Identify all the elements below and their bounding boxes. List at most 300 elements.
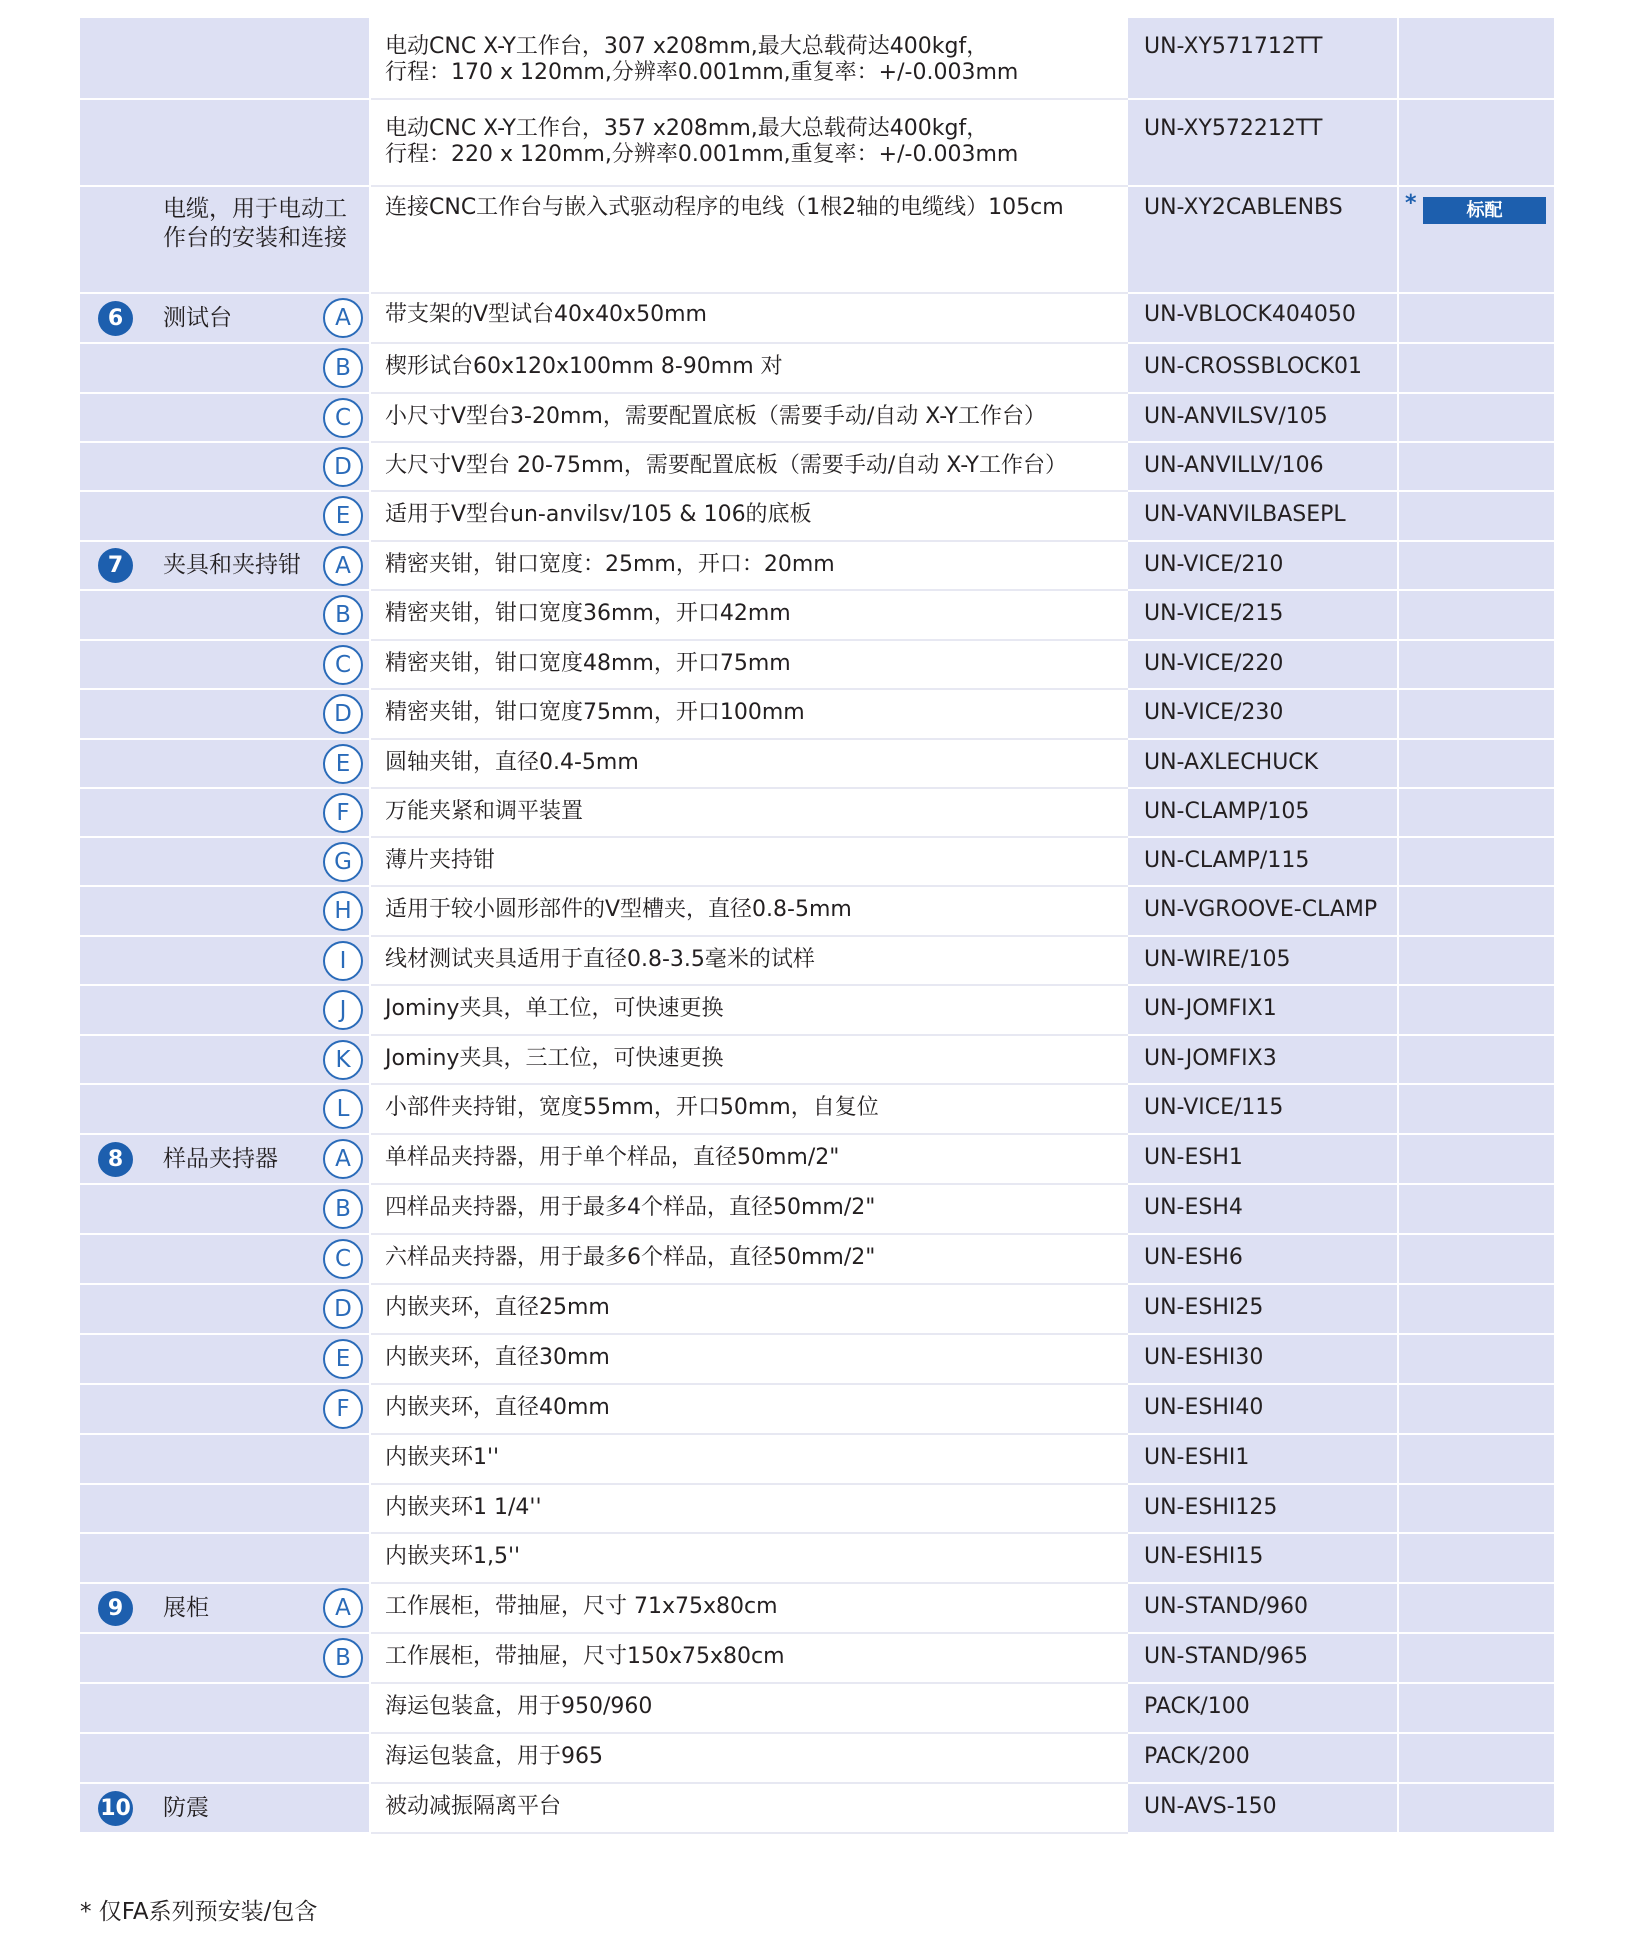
product-code-cell-inner (1128, 937, 1397, 984)
product-code-cell-inner (1128, 1784, 1397, 1832)
section-number-cell-inner (80, 1734, 147, 1782)
product-code-cell (1127, 1683, 1398, 1733)
section-number-cell (80, 541, 147, 590)
product-code: UN-VICE/220 (1144, 651, 1284, 676)
category-cell-inner (147, 937, 369, 984)
item-description: 内嵌夹环1'' (385, 1445, 500, 1470)
category-cell-inner (147, 1335, 369, 1383)
description-cell (370, 886, 1127, 936)
product-code: UN-VICE/115 (1144, 1095, 1284, 1120)
category-cell-inner (147, 1185, 369, 1233)
product-code: UN-ANVILSV/105 (1144, 404, 1328, 429)
note-cell (1398, 1284, 1554, 1334)
note-cell (1398, 1234, 1554, 1284)
description-cell-inner (371, 18, 1126, 98)
note-cell-inner (1399, 1135, 1554, 1183)
product-code: UN-AXLECHUCK (1144, 750, 1319, 775)
section-number-badge: 10 (98, 1791, 133, 1826)
section-number-cell (80, 837, 147, 886)
description-cell-inner (371, 1036, 1126, 1083)
description-cell (370, 788, 1127, 837)
section-number-cell-inner (80, 740, 147, 787)
item-letter-icon: L (323, 1089, 363, 1129)
table-row (80, 491, 1554, 541)
product-code-cell-inner (1128, 1036, 1397, 1083)
category-cell (147, 689, 370, 739)
section-number-badge: 7 (98, 548, 133, 583)
item-description: 小尺寸V型台3-20mm，需要配置底板（需要手动/自动 X-Y工作台） (385, 404, 1046, 429)
description-cell (370, 1783, 1127, 1833)
category-cell (147, 1533, 370, 1583)
product-code-cell (1127, 99, 1398, 186)
note-cell-inner (1399, 1485, 1554, 1532)
description-cell-inner (371, 187, 1126, 292)
category-cell (147, 99, 370, 186)
product-code-cell-inner (1128, 1584, 1397, 1632)
note-cell (1398, 788, 1554, 837)
category-cell (147, 886, 370, 936)
description-cell-inner (371, 1235, 1126, 1283)
note-cell-inner (1399, 1684, 1554, 1732)
product-table-body (80, 18, 1554, 1833)
section-number-cell-inner (80, 492, 147, 540)
table-row (80, 590, 1554, 640)
description-cell-inner (371, 1534, 1126, 1582)
description-cell-inner (371, 591, 1126, 639)
item-letter-icon: B (323, 1638, 363, 1678)
item-description: 电动CNC X-Y工作台，357 x208mm,最大总载荷达400kgf， 行程：220 x 120mm,分辨率0.001mm,重复率：+/-0.003mm (385, 116, 1019, 167)
item-description: 精密夹钳，钳口宽度75mm，开口100mm (385, 700, 805, 725)
product-code: UN-ESHI25 (1144, 1295, 1264, 1320)
category-cell-inner (147, 443, 369, 490)
section-number-cell-inner (80, 1584, 147, 1632)
category-cell-inner (147, 1285, 369, 1333)
note-cell-inner (1399, 344, 1554, 392)
note-cell-inner (1399, 1534, 1554, 1582)
section-number-cell (80, 1234, 147, 1284)
note-cell (1398, 1434, 1554, 1484)
product-code: UN-XY572212TT (1144, 116, 1323, 141)
item-description: 精密夹钳，钳口宽度36mm，开口42mm (385, 601, 791, 626)
description-cell (370, 343, 1127, 393)
section-number-cell (80, 1035, 147, 1084)
section-number-cell-inner (80, 100, 147, 185)
product-code: UN-JOMFIX1 (1144, 996, 1277, 1021)
note-cell-inner (1399, 838, 1554, 885)
product-code: UN-VICE/215 (1144, 601, 1284, 626)
table-row (80, 936, 1554, 985)
product-code: UN-VBLOCK404050 (1144, 302, 1356, 327)
category-cell (147, 1384, 370, 1434)
category-cell-inner (147, 740, 369, 787)
section-number-cell (80, 1384, 147, 1434)
section-number-cell-inner (80, 986, 147, 1034)
item-description: 内嵌夹环，直径30mm (385, 1345, 610, 1370)
product-code-cell (1127, 1434, 1398, 1484)
table-row (80, 1434, 1554, 1484)
product-code: UN-CLAMP/105 (1144, 799, 1310, 824)
description-cell-inner (371, 100, 1126, 185)
product-code-cell (1127, 1733, 1398, 1783)
item-letter-icon: J (323, 990, 363, 1030)
table-row (80, 1084, 1554, 1134)
note-cell-inner (1399, 591, 1554, 639)
item-letter-icon: B (323, 595, 363, 635)
section-number-cell (80, 590, 147, 640)
description-cell-inner (371, 1634, 1126, 1682)
product-code-cell (1127, 1234, 1398, 1284)
note-cell (1398, 541, 1554, 590)
item-description: Jominy夹具，三工位，可快速更换 (385, 1046, 724, 1071)
product-code-cell (1127, 1134, 1398, 1184)
description-cell (370, 936, 1127, 985)
description-cell (370, 393, 1127, 442)
asterisk-icon: * (1405, 191, 1417, 216)
note-cell-inner (1399, 100, 1554, 185)
item-letter-icon: A (323, 298, 363, 338)
section-number-cell-inner (80, 18, 147, 98)
product-code-cell (1127, 1184, 1398, 1234)
product-code-cell-inner (1128, 1435, 1397, 1483)
product-code-cell (1127, 886, 1398, 936)
product-code: UN-JOMFIX3 (1144, 1046, 1277, 1071)
description-cell-inner (371, 1285, 1126, 1333)
section-number-cell (80, 886, 147, 936)
note-cell-inner (1399, 1734, 1554, 1782)
section-number-cell (80, 739, 147, 788)
description-cell (370, 1035, 1127, 1084)
product-code-cell (1127, 739, 1398, 788)
note-cell-inner (1399, 641, 1554, 688)
note-cell (1398, 393, 1554, 442)
description-cell (370, 1184, 1127, 1234)
product-code-cell-inner (1128, 986, 1397, 1034)
note-cell-inner (1399, 394, 1554, 441)
product-code-cell-inner (1128, 1534, 1397, 1582)
note-cell-inner (1399, 690, 1554, 738)
category-cell (147, 1284, 370, 1334)
section-number-cell-inner (80, 937, 147, 984)
product-code-cell (1127, 1783, 1398, 1833)
item-description: 适用于较小圆形部件的V型槽夹，直径0.8-5mm (385, 897, 852, 922)
product-code-cell-inner (1128, 740, 1397, 787)
product-code: UN-ANVILLV/106 (1144, 453, 1324, 478)
item-letter-icon: D (323, 447, 363, 487)
category-cell-inner (147, 1534, 369, 1582)
note-cell (1398, 1783, 1554, 1833)
section-number-cell-inner (80, 344, 147, 392)
table-row (80, 393, 1554, 442)
category-cell (147, 640, 370, 689)
section-number-cell-inner (80, 1185, 147, 1233)
table-row (80, 1035, 1554, 1084)
product-code: UN-ESHI40 (1144, 1395, 1264, 1420)
description-cell (370, 1434, 1127, 1484)
category-cell (147, 1633, 370, 1683)
item-description: 被动减振隔离平台 (385, 1794, 562, 1819)
product-code-cell-inner (1128, 394, 1397, 441)
item-letter-icon: F (323, 1389, 363, 1429)
category-cell-inner (147, 492, 369, 540)
product-code: UN-CLAMP/115 (1144, 848, 1310, 873)
note-cell (1398, 689, 1554, 739)
product-code-cell (1127, 1284, 1398, 1334)
category-cell-inner (147, 294, 369, 342)
section-number-cell-inner (80, 542, 147, 589)
note-cell-inner (1399, 740, 1554, 787)
table-row (80, 442, 1554, 491)
product-code: UN-ESHI15 (1144, 1544, 1264, 1569)
item-description: 连接CNC工作台与嵌入式驱动程序的电线（1根2轴的电缆线）105cm (385, 195, 1064, 220)
product-code: UN-ESHI125 (1144, 1495, 1278, 1520)
item-letter-icon: A (323, 1588, 363, 1628)
category-label: 样品夹持器 (163, 1146, 278, 1172)
note-cell (1398, 1134, 1554, 1184)
note-cell (1398, 1633, 1554, 1683)
section-number-cell (80, 640, 147, 689)
section-number-cell (80, 1284, 147, 1334)
section-number-cell-inner (80, 1684, 147, 1732)
section-number-cell (80, 1683, 147, 1733)
product-code: UN-VGROOVE-CLAMP (1144, 897, 1378, 922)
section-number-cell-inner (80, 443, 147, 490)
category-cell (147, 590, 370, 640)
description-cell (370, 1084, 1127, 1134)
section-number-cell-inner (80, 1634, 147, 1682)
description-cell-inner (371, 887, 1126, 935)
description-cell-inner (371, 492, 1126, 540)
item-letter-icon: A (323, 1139, 363, 1179)
product-code-cell-inner (1128, 187, 1397, 292)
table-row (80, 18, 1554, 99)
category-cell-inner (147, 1085, 369, 1133)
section-number-cell (80, 689, 147, 739)
table-row (80, 1334, 1554, 1384)
section-number-cell-inner (80, 1285, 147, 1333)
section-number-cell-inner (80, 838, 147, 885)
table-row (80, 1134, 1554, 1184)
item-letter-icon: K (323, 1040, 363, 1080)
product-code-cell (1127, 689, 1398, 739)
note-cell (1398, 1683, 1554, 1733)
product-code: UN-ESH1 (1144, 1145, 1243, 1170)
table-row (80, 186, 1554, 293)
note-cell-inner (1399, 789, 1554, 836)
product-table (80, 18, 1554, 1834)
product-code-cell-inner (1128, 641, 1397, 688)
item-description: 小部件夹持钳，宽度55mm，开口50mm，自复位 (385, 1095, 879, 1120)
product-code-cell-inner (1128, 344, 1397, 392)
table-row (80, 1384, 1554, 1434)
product-code-cell-inner (1128, 887, 1397, 935)
note-cell-inner (1399, 937, 1554, 984)
description-cell (370, 1633, 1127, 1683)
description-cell (370, 18, 1127, 99)
description-cell-inner (371, 690, 1126, 738)
product-code-cell (1127, 1035, 1398, 1084)
note-cell-inner (1399, 187, 1554, 292)
product-code-cell-inner (1128, 1135, 1397, 1183)
table-row (80, 1583, 1554, 1633)
note-cell-inner (1399, 1036, 1554, 1083)
description-cell (370, 186, 1127, 293)
note-cell-inner (1399, 1385, 1554, 1433)
description-cell-inner (371, 1734, 1126, 1782)
description-cell-inner (371, 1485, 1126, 1532)
table-row (80, 343, 1554, 393)
table-row (80, 837, 1554, 886)
note-cell (1398, 1334, 1554, 1384)
item-description: 内嵌夹环，直径25mm (385, 1295, 610, 1320)
item-letter-icon: B (323, 1189, 363, 1229)
table-row (80, 1683, 1554, 1733)
item-description: 工作展柜，带抽屉，尺寸150x75x80cm (385, 1644, 785, 1669)
product-code-cell-inner (1128, 1085, 1397, 1133)
product-code-cell (1127, 788, 1398, 837)
description-cell (370, 442, 1127, 491)
item-description: 万能夹紧和调平装置 (385, 799, 584, 824)
description-cell-inner (371, 443, 1126, 490)
category-cell (147, 1434, 370, 1484)
note-cell-inner (1399, 887, 1554, 935)
item-description: 精密夹钳，钳口宽度48mm，开口75mm (385, 651, 791, 676)
product-code-cell-inner (1128, 690, 1397, 738)
product-code: UN-XY571712TT (1144, 34, 1323, 59)
standard-badge: 标配 (1423, 197, 1546, 224)
item-description: 楔形试台60x120x100mm 8-90mm 对 (385, 354, 783, 379)
section-number-cell (80, 1533, 147, 1583)
product-code-cell (1127, 1384, 1398, 1434)
table-row (80, 640, 1554, 689)
item-description: 圆轴夹钳，直径0.4-5mm (385, 750, 639, 775)
product-code-cell-inner (1128, 1734, 1397, 1782)
description-cell-inner (371, 789, 1126, 836)
section-number-cell (80, 491, 147, 541)
description-cell-inner (371, 1385, 1126, 1433)
category-cell-inner (147, 690, 369, 738)
section-number-cell (80, 1334, 147, 1384)
product-code-cell-inner (1128, 492, 1397, 540)
section-number-cell-inner (80, 1335, 147, 1383)
table-row (80, 1533, 1554, 1583)
item-description: 线材测试夹具适用于直径0.8-3.5毫米的试样 (385, 947, 815, 972)
category-cell (147, 788, 370, 837)
category-cell (147, 837, 370, 886)
item-description: 内嵌夹环1,5'' (385, 1544, 521, 1569)
category-label: 测试台 (163, 305, 232, 331)
category-cell (147, 985, 370, 1035)
item-description: 六样品夹持器，用于最多6个样品，直径50mm/2" (385, 1245, 876, 1270)
section-number-cell (80, 1733, 147, 1783)
table-row (80, 886, 1554, 936)
section-number-cell-inner (80, 1485, 147, 1532)
category-cell-inner (147, 1385, 369, 1433)
product-code: PACK/100 (1144, 1694, 1250, 1719)
description-cell (370, 1533, 1127, 1583)
item-description: 海运包装盒，用于950/960 (385, 1694, 653, 1719)
description-cell (370, 1733, 1127, 1783)
table-row (80, 1184, 1554, 1234)
category-cell (147, 1084, 370, 1134)
section-number-cell-inner (80, 294, 147, 342)
table-row (80, 1783, 1554, 1833)
description-cell (370, 1583, 1127, 1633)
table-row (80, 1484, 1554, 1533)
section-number-cell-inner (80, 641, 147, 688)
item-description: 薄片夹持钳 (385, 848, 496, 873)
table-row (80, 985, 1554, 1035)
category-cell (147, 1035, 370, 1084)
note-cell-inner (1399, 542, 1554, 589)
category-cell (147, 1783, 370, 1833)
table-row (80, 1284, 1554, 1334)
category-label: 电缆，用于电动工作台的安装和连接 (163, 196, 347, 251)
note-cell (1398, 1384, 1554, 1434)
category-cell (147, 1733, 370, 1783)
product-code-cell-inner (1128, 18, 1397, 98)
description-cell-inner (371, 1085, 1126, 1133)
note-cell (1398, 590, 1554, 640)
note-cell-inner (1399, 294, 1554, 342)
section-number-cell-inner (80, 1036, 147, 1083)
category-cell-inner (147, 789, 369, 836)
note-cell (1398, 99, 1554, 186)
section-number-badge: 6 (98, 301, 133, 336)
section-number-cell (80, 293, 147, 343)
note-cell (1398, 1484, 1554, 1533)
category-cell (147, 1234, 370, 1284)
table-row (80, 541, 1554, 590)
product-code: UN-VICE/210 (1144, 552, 1284, 577)
section-number-cell (80, 99, 147, 186)
section-number-cell (80, 1184, 147, 1234)
item-letter-icon: I (323, 941, 363, 981)
category-cell-inner (147, 1784, 369, 1832)
section-number-cell-inner (80, 591, 147, 639)
category-cell (147, 541, 370, 590)
product-code: UN-VICE/230 (1144, 700, 1284, 725)
product-code: UN-CROSSBLOCK01 (1144, 354, 1363, 379)
section-number-cell-inner (80, 1534, 147, 1582)
category-cell (147, 936, 370, 985)
product-code-cell-inner (1128, 789, 1397, 836)
description-cell-inner (371, 294, 1126, 342)
product-code-cell (1127, 1484, 1398, 1533)
description-cell-inner (371, 1185, 1126, 1233)
section-number-cell-inner (80, 1385, 147, 1433)
product-code-cell (1127, 1633, 1398, 1683)
section-number-cell (80, 393, 147, 442)
section-number-cell-inner (80, 1235, 147, 1283)
product-code-cell (1127, 590, 1398, 640)
description-cell-inner (371, 344, 1126, 392)
category-cell-inner (147, 591, 369, 639)
product-code-cell (1127, 985, 1398, 1035)
item-description: 电动CNC X-Y工作台，307 x208mm,最大总载荷达400kgf， 行程：170 x 120mm,分辨率0.001mm,重复率：+/-0.003mm (385, 34, 1019, 85)
note-cell (1398, 1184, 1554, 1234)
section-number-cell-inner (80, 1784, 147, 1832)
note-cell (1398, 186, 1554, 293)
category-cell-inner (147, 1135, 369, 1183)
product-code-cell-inner (1128, 1185, 1397, 1233)
product-code: UN-VANVILBASEPL (1144, 502, 1346, 527)
product-code-cell (1127, 293, 1398, 343)
category-cell-inner (147, 1435, 369, 1483)
category-cell (147, 293, 370, 343)
footnote: * 仅FA系列预安装/包含 (80, 1899, 318, 1925)
note-cell (1398, 442, 1554, 491)
product-code-cell-inner (1128, 100, 1397, 185)
